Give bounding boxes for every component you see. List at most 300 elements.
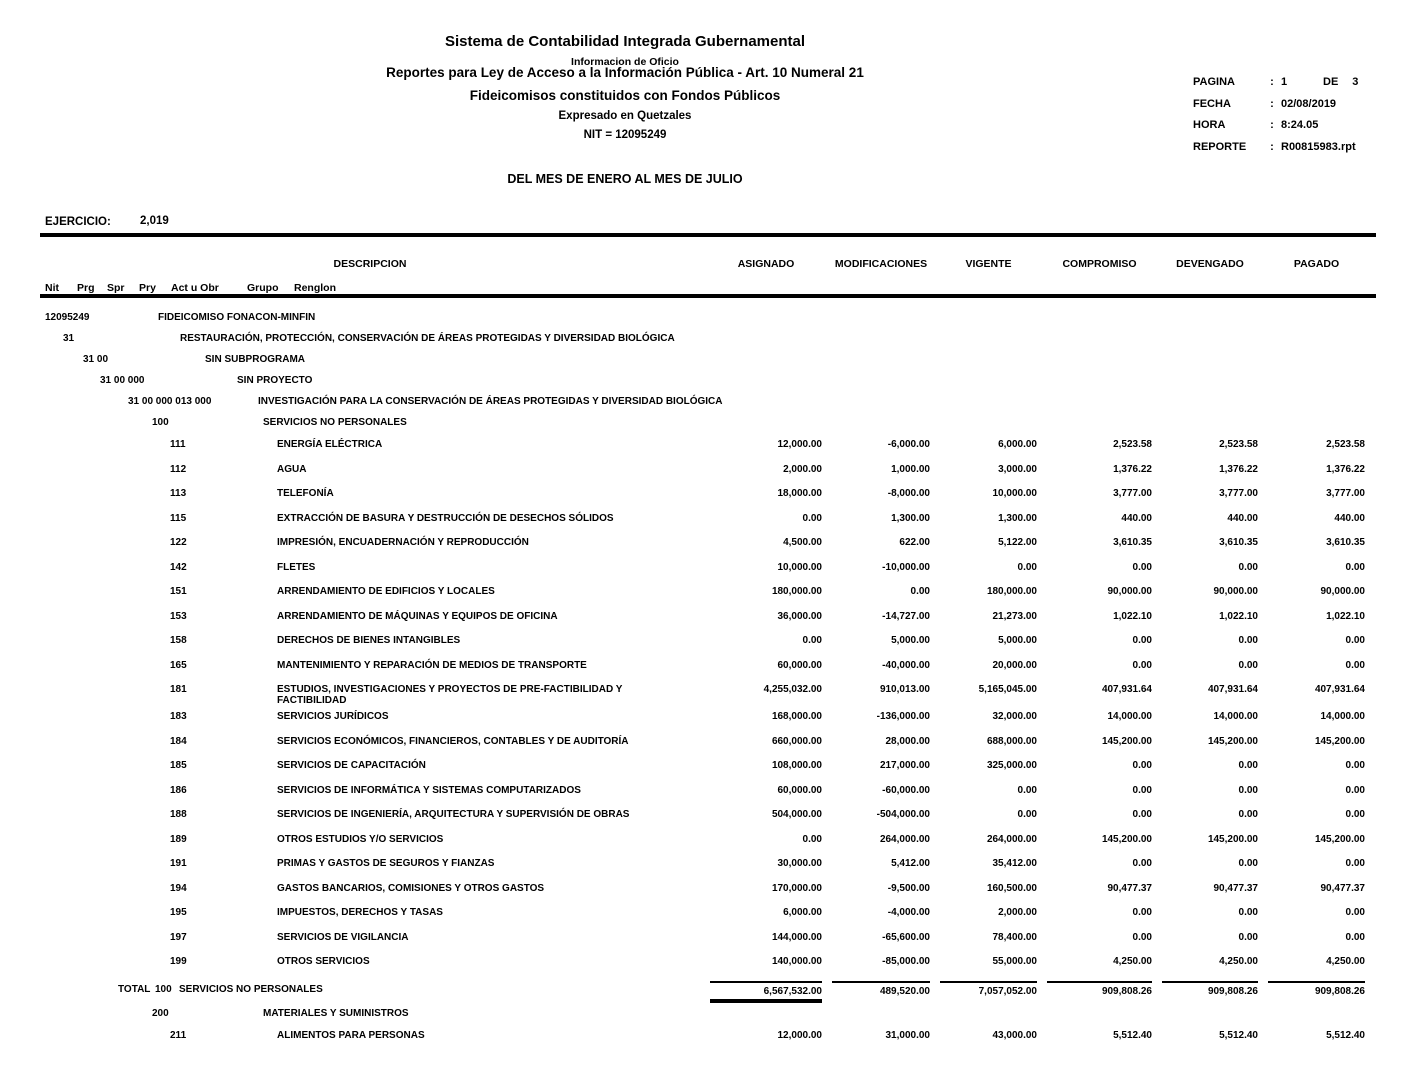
row-code: 184: [170, 735, 187, 747]
table-row: [0, 611, 1408, 636]
table-row: [0, 711, 1408, 736]
table-row: [0, 354, 1408, 375]
row-description: FIDEICOMISO FONACON-MINFIN: [158, 312, 316, 323]
row-code: 31 00: [83, 354, 109, 365]
row-code: 181: [170, 684, 187, 695]
cell-vigente: 20,000.00: [992, 659, 1037, 671]
info-row-pagina: [1193, 76, 1393, 98]
cell-devengado: 0.00: [1238, 659, 1258, 671]
table-row: [0, 760, 1408, 785]
cell-pagado: 3,777.00: [1326, 488, 1365, 499]
subcolumn-grupo: Grupo: [247, 282, 279, 294]
row-code: 185: [170, 760, 187, 771]
amount-cells: [710, 883, 1365, 894]
cell-pagado: 145,200.00: [1314, 735, 1365, 747]
cell-asignado: 6,000.00: [783, 907, 822, 918]
cell-asignado: 36,000.00: [777, 610, 822, 622]
row-description: IMPRESIÓN, ENCUADERNACIÓN Y REPRODUCCIÓN: [277, 537, 529, 548]
cell-devengado: 0.00: [1238, 931, 1258, 943]
cell-compromiso: 145,200.00: [1101, 833, 1152, 845]
cell-pagado: 0.00: [1345, 907, 1365, 918]
table-row: [0, 736, 1408, 761]
cell-devengado: 145,200.00: [1207, 735, 1258, 747]
table-row: [0, 312, 1408, 333]
table-row: [0, 562, 1408, 587]
row-code: 113: [170, 488, 187, 499]
column-header-modificaciones: MODIFICACIONES: [834, 258, 928, 270]
amount-cells: [710, 907, 1365, 918]
cell-pagado: 0.00: [1345, 809, 1365, 820]
cell-pagado: 90,477.37: [1320, 882, 1365, 894]
nit-line: NIT = 12095249: [583, 129, 667, 141]
reporte-separator: :: [1270, 140, 1274, 153]
table-row: [0, 488, 1408, 513]
cell-devengado: 5,512.40: [1219, 1029, 1258, 1041]
cell-devengado: 2,523.58: [1219, 439, 1258, 450]
amount-cells: [710, 785, 1365, 796]
cell-vigente: 35,412.00: [992, 858, 1037, 869]
subcolumn-pry: Pry: [139, 282, 156, 294]
cell-asignado: 108,000.00: [771, 760, 822, 771]
row-code: 186: [170, 784, 187, 796]
row-code: 199: [170, 956, 187, 967]
cell-devengado: 0.00: [1238, 784, 1258, 796]
cell-asignado: 12,000.00: [777, 439, 822, 450]
subcolumn-nit: Nit: [45, 282, 59, 294]
cell-devengado: 0.00: [1238, 858, 1258, 869]
row-description: SERVICIOS NO PERSONALES: [263, 417, 407, 428]
cell-pagado: 0.00: [1345, 784, 1365, 796]
table-row: [0, 417, 1408, 439]
cell-pagado: 1,376.22: [1326, 463, 1365, 475]
total-label: TOTAL: [118, 983, 151, 995]
row-code: 12095249: [45, 312, 90, 323]
info-row-hora: [1193, 119, 1393, 141]
column-header-pagado: PAGADO: [1293, 258, 1340, 270]
report-title: Sistema de Contabilidad Integrada Gubernamental: [444, 33, 806, 50]
row-description: SERVICIOS DE INFORMÁTICA Y SISTEMAS COMPUTARIZADOS: [277, 784, 581, 796]
cell-pagado: 0.00: [1345, 760, 1365, 771]
cell-modificaciones: 264,000.00: [879, 833, 930, 845]
cell-modificaciones: 1,300.00: [891, 512, 930, 524]
cell-pagado: 0.00: [1345, 858, 1365, 869]
cell-modificaciones: 1,000.00: [891, 463, 930, 475]
cell-modificaciones: -136,000.00: [876, 711, 930, 722]
row-description: ENERGÍA ELÉCTRICA: [277, 439, 383, 450]
row-description: PRIMAS Y GASTOS DE SEGUROS Y FIANZAS: [277, 858, 495, 869]
cell-devengado: 0.00: [1238, 907, 1258, 918]
table-row: [0, 684, 1408, 711]
cell-vigente: 7,057,052.00: [940, 981, 1037, 1003]
row-description: SERVICIOS DE CAPACITACIÓN: [277, 760, 426, 771]
row-description: MATERIALES Y SUMINISTROS: [263, 1007, 409, 1019]
horizontal-rule-top: [40, 233, 1376, 237]
cell-modificaciones: 217,000.00: [879, 760, 930, 771]
amount-cells: [710, 635, 1365, 646]
pagina-separator: :: [1270, 76, 1274, 88]
row-code: 165: [170, 659, 187, 671]
amount-cells: [710, 809, 1365, 820]
cell-vigente: 78,400.00: [992, 931, 1037, 943]
amount-cells: [710, 537, 1365, 548]
cell-compromiso: 1,022.10: [1113, 610, 1152, 622]
cell-modificaciones: 910,013.00: [879, 684, 930, 695]
cell-pagado: 1,022.10: [1326, 610, 1365, 622]
cell-compromiso: 14,000.00: [1107, 711, 1152, 722]
cell-modificaciones: -10,000.00: [882, 561, 930, 573]
table-row: [0, 635, 1408, 660]
cell-devengado: 1,022.10: [1219, 610, 1258, 622]
table-row: [0, 513, 1408, 538]
cell-asignado: 140,000.00: [771, 956, 822, 967]
report-subtitle-2: Fideicomisos constituidos con Fondos Públicos: [469, 88, 781, 103]
row-code: 111: [170, 439, 186, 450]
cell-vigente: 32,000.00: [992, 711, 1037, 722]
cell-modificaciones: 5,000.00: [891, 635, 930, 646]
cell-vigente: 2,000.00: [998, 907, 1037, 918]
row-code: 183: [170, 711, 187, 722]
row-description: RESTAURACIÓN, PROTECCIÓN, CONSERVACIÓN DE ÁREAS PROTEGIDAS Y DIVERSIDAD BIOLÓGICA: [180, 333, 675, 344]
table-row: [0, 785, 1408, 810]
table-row: [0, 809, 1408, 834]
row-description: SERVICIOS DE INGENIERÍA, ARQUITECTURA Y SUPERVISIÓN DE OBRAS: [277, 809, 630, 820]
row-code: 191: [170, 858, 187, 869]
cell-asignado: 60,000.00: [777, 659, 822, 671]
fecha-label: FECHA: [1193, 97, 1231, 110]
report-subtitle-small: Informacion de Oficio: [571, 56, 679, 68]
cell-compromiso: 90,477.37: [1107, 882, 1152, 894]
table-row: [0, 396, 1408, 417]
cell-vigente: 0.00: [1017, 809, 1037, 820]
cell-compromiso: 145,200.00: [1101, 735, 1152, 747]
cell-devengado: 407,931.64: [1207, 684, 1258, 695]
cell-modificaciones: -85,000.00: [882, 956, 930, 967]
row-code: 194: [170, 882, 187, 894]
row-description: EXTRACCIÓN DE BASURA Y DESTRUCCIÓN DE DESECHOS SÓLIDOS: [277, 512, 614, 524]
cell-modificaciones: -8,000.00: [887, 488, 930, 499]
cell-asignado: 180,000.00: [771, 586, 822, 597]
period-line: DEL MES DE ENERO AL MES DE JULIO: [507, 172, 743, 186]
cell-vigente: 160,500.00: [986, 882, 1037, 894]
cell-asignado: 168,000.00: [771, 711, 822, 722]
cell-pagado: 4,250.00: [1326, 956, 1365, 967]
table-row: [0, 660, 1408, 685]
cell-pagado: 0.00: [1345, 635, 1365, 646]
cell-asignado: 12,000.00: [777, 1029, 822, 1041]
amount-cells: [710, 586, 1365, 597]
amount-cells: [710, 736, 1365, 747]
amount-cells: [710, 439, 1365, 450]
cell-vigente: 6,000.00: [998, 439, 1037, 450]
row-description: GASTOS BANCARIOS, COMISIONES Y OTROS GASTOS: [277, 882, 545, 894]
cell-devengado: 0.00: [1238, 760, 1258, 771]
row-code: 151: [170, 586, 187, 597]
cell-modificaciones: -504,000.00: [876, 809, 930, 820]
cell-pagado: 0.00: [1345, 659, 1365, 671]
table-row: [0, 1030, 1408, 1055]
row-description: AGUA: [277, 463, 307, 475]
cell-compromiso: 4,250.00: [1113, 956, 1152, 967]
table-row: [0, 537, 1408, 562]
table-row: [0, 883, 1408, 908]
cell-modificaciones: 489,520.00: [832, 981, 930, 1003]
cell-asignado: 4,255,032.00: [763, 684, 822, 695]
info-row-reporte: [1193, 141, 1393, 163]
cell-modificaciones: 28,000.00: [885, 735, 930, 747]
cell-compromiso: 909,808.26: [1047, 981, 1152, 1003]
amount-cells: [710, 932, 1365, 943]
cell-asignado: 6,567,532.00: [710, 981, 822, 1003]
row-description: OTROS SERVICIOS: [277, 956, 370, 967]
table-total-row: [0, 981, 1408, 1008]
cell-devengado: 909,808.26: [1162, 981, 1258, 1003]
cell-compromiso: 407,931.64: [1101, 684, 1152, 695]
cell-compromiso: 0.00: [1132, 635, 1152, 646]
cell-vigente: 0.00: [1017, 561, 1037, 573]
hora-value: 8:24.05: [1281, 119, 1319, 131]
cell-compromiso: 0.00: [1132, 561, 1152, 573]
row-description: MANTENIMIENTO Y REPARACIÓN DE MEDIOS DE TRANSPORTE: [277, 659, 587, 671]
amount-cells: [710, 611, 1365, 622]
row-code: 195: [170, 907, 187, 918]
column-header-devengado: DEVENGADO: [1176, 258, 1244, 270]
cell-asignado: 0.00: [802, 512, 822, 524]
cell-pagado: 440.00: [1334, 512, 1365, 524]
cell-pagado: 145,200.00: [1314, 833, 1365, 845]
cell-devengado: 0.00: [1238, 561, 1258, 573]
cell-compromiso: 0.00: [1132, 858, 1152, 869]
row-code: 153: [170, 610, 187, 622]
row-code: 188: [170, 809, 187, 820]
amount-cells: [710, 858, 1365, 869]
cell-pagado: 14,000.00: [1320, 711, 1365, 722]
fecha-separator: :: [1270, 97, 1274, 110]
cell-devengado: 90,477.37: [1213, 882, 1258, 894]
column-header-compromiso: COMPROMISO: [1062, 258, 1137, 270]
row-code: 142: [170, 561, 187, 573]
row-description: SERVICIOS ECONÓMICOS, FINANCIEROS, CONTABLES Y DE AUDITORÍA: [277, 735, 629, 747]
column-header-vigente: VIGENTE: [965, 258, 1012, 270]
cell-modificaciones: 31,000.00: [885, 1029, 930, 1041]
hora-label: HORA: [1193, 119, 1226, 131]
cell-modificaciones: -9,500.00: [887, 882, 930, 894]
amount-cells: [710, 711, 1365, 722]
cell-vigente: 5,165,045.00: [978, 684, 1037, 695]
table-row: [0, 834, 1408, 859]
amount-cells: [710, 956, 1365, 967]
cell-asignado: 60,000.00: [777, 784, 822, 796]
amount-cells: [710, 464, 1365, 475]
cell-pagado: 2,523.58: [1326, 439, 1365, 450]
cell-asignado: 170,000.00: [771, 882, 822, 894]
cell-asignado: 504,000.00: [771, 809, 822, 820]
cell-asignado: 30,000.00: [777, 858, 822, 869]
row-code: 31: [63, 333, 75, 344]
report-subtitle: Reportes para Ley de Acceso a la Información Pública - Art. 10 Numeral 21: [386, 65, 864, 80]
row-code: 211: [170, 1029, 187, 1041]
cell-compromiso: 2,523.58: [1113, 439, 1152, 450]
cell-vigente: 688,000.00: [986, 735, 1037, 747]
table-row: [0, 464, 1408, 489]
cell-pagado: 3,610.35: [1326, 537, 1365, 548]
cell-asignado: 0.00: [802, 833, 822, 845]
amount-cells: [710, 834, 1365, 845]
table-row: [0, 439, 1408, 464]
row-description: ARRENDAMIENTO DE EDIFICIOS Y LOCALES: [277, 586, 495, 597]
ejercicio-value: 2,019: [140, 215, 169, 227]
row-description: SERVICIOS JURÍDICOS: [277, 711, 389, 722]
table-row: [0, 586, 1408, 611]
row-code: 197: [170, 931, 187, 943]
page-total: 3: [1352, 76, 1359, 88]
cell-vigente: 5,122.00: [998, 537, 1037, 548]
cell-vigente: 3,000.00: [998, 463, 1037, 475]
cell-devengado: 0.00: [1238, 635, 1258, 646]
cell-compromiso: 0.00: [1132, 760, 1152, 771]
row-code: 31 00 000 013 000: [128, 396, 212, 407]
hora-separator: :: [1270, 119, 1274, 131]
amount-cells: [710, 660, 1365, 671]
cell-asignado: 10,000.00: [777, 561, 822, 573]
cell-devengado: 14,000.00: [1213, 711, 1258, 722]
pagina-label: PAGINA: [1193, 76, 1235, 88]
cell-devengado: 3,610.35: [1219, 537, 1258, 548]
table-row: [0, 858, 1408, 883]
row-description: TELEFONÍA: [277, 488, 334, 499]
row-code: 115: [170, 512, 187, 524]
table-row: [0, 375, 1408, 396]
row-description: SERVICIOS NO PERSONALES: [179, 983, 323, 995]
fecha-value: 02/08/2019: [1281, 97, 1337, 110]
amount-column-headers: [710, 258, 1365, 270]
currency-note: Expresado en Quetzales: [558, 110, 692, 122]
reporte-value: R00815983.rpt: [1281, 140, 1356, 153]
cell-asignado: 0.00: [802, 635, 822, 646]
amount-cells: [710, 760, 1365, 771]
cell-vigente: 0.00: [1017, 784, 1037, 796]
row-description: SIN SUBPROGRAMA: [205, 354, 306, 365]
cell-asignado: 144,000.00: [771, 931, 822, 943]
amount-cells: [710, 981, 1365, 1003]
amount-cells: [710, 513, 1365, 524]
row-code: 112: [170, 463, 187, 475]
cell-compromiso: 0.00: [1132, 809, 1152, 820]
row-code: 100: [152, 417, 169, 428]
cell-compromiso: 5,512.40: [1113, 1029, 1152, 1041]
cell-devengado: 3,777.00: [1219, 488, 1258, 499]
cell-devengado: 145,200.00: [1207, 833, 1258, 845]
cell-pagado: 90,000.00: [1320, 586, 1365, 597]
page-current: 1: [1281, 76, 1288, 88]
row-description: SERVICIOS DE VIGILANCIA: [277, 931, 409, 943]
cell-asignado: 4,500.00: [783, 537, 822, 548]
amount-cells: [710, 1030, 1365, 1041]
row-description: IMPUESTOS, DERECHOS Y TASAS: [277, 907, 443, 918]
subcolumn-actuobr: Act u Obr: [171, 282, 219, 294]
cell-compromiso: 90,000.00: [1107, 586, 1152, 597]
row-description: DERECHOS DE BIENES INTANGIBLES: [277, 635, 461, 646]
cell-pagado: 407,931.64: [1314, 684, 1365, 695]
cell-modificaciones: -4,000.00: [887, 907, 930, 918]
row-description: ALIMENTOS PARA PERSONAS: [277, 1029, 425, 1041]
row-description: OTROS ESTUDIOS Y/O SERVICIOS: [277, 833, 444, 845]
subcolumn-prg: Prg: [77, 282, 95, 294]
cell-compromiso: 440.00: [1121, 512, 1152, 524]
horizontal-rule-header: [40, 294, 1376, 298]
subcolumn-spr: Spr: [107, 282, 125, 294]
pagina-value: [1281, 76, 1358, 88]
row-description: INVESTIGACIÓN PARA LA CONSERVACIÓN DE ÁREAS PROTEGIDAS Y DIVERSIDAD BIOLÓGICA: [258, 396, 723, 407]
cell-vigente: 180,000.00: [986, 586, 1037, 597]
column-header-descripcion: DESCRIPCION: [333, 258, 407, 270]
cell-modificaciones: 5,412.00: [891, 858, 930, 869]
cell-asignado: 2,000.00: [783, 463, 822, 475]
table-body: [0, 312, 1408, 1054]
info-row-fecha: [1193, 98, 1393, 120]
cell-compromiso: 3,777.00: [1113, 488, 1152, 499]
subcolumn-renglon: Renglon: [294, 282, 336, 294]
table-row: [0, 1008, 1408, 1030]
row-description: ESTUDIOS, INVESTIGACIONES Y PROYECTOS DE PRE-FACTIBILIDAD Y FACTIBILIDAD: [277, 684, 623, 706]
cell-pagado: 0.00: [1345, 931, 1365, 943]
row-code: 189: [170, 833, 187, 845]
amount-cells: [710, 562, 1365, 573]
cell-vigente: 264,000.00: [986, 833, 1037, 845]
cell-devengado: 90,000.00: [1213, 586, 1258, 597]
cell-compromiso: 0.00: [1132, 784, 1152, 796]
table-row: [0, 333, 1408, 354]
ejercicio-label: EJERCICIO:: [45, 216, 111, 228]
row-code: 122: [170, 537, 187, 548]
cell-vigente: 43,000.00: [992, 1029, 1037, 1041]
row-description: FLETES: [277, 561, 316, 573]
cell-modificaciones: 0.00: [910, 586, 930, 597]
row-code: 31 00 000: [100, 375, 145, 386]
cell-pagado: 909,808.26: [1268, 981, 1365, 1003]
cell-modificaciones: -6,000.00: [887, 439, 930, 450]
table-row: [0, 932, 1408, 957]
cell-modificaciones: -14,727.00: [882, 610, 930, 622]
row-description: ARRENDAMIENTO DE MÁQUINAS Y EQUIPOS DE OFICINA: [277, 610, 558, 622]
report-info-block: [1193, 76, 1393, 162]
cell-devengado: 1,376.22: [1219, 463, 1258, 475]
cell-compromiso: 0.00: [1132, 931, 1152, 943]
cell-devengado: 440.00: [1227, 512, 1258, 524]
cell-modificaciones: -40,000.00: [882, 659, 930, 671]
row-code: 100: [155, 983, 172, 995]
cell-compromiso: 1,376.22: [1113, 463, 1152, 475]
cell-pagado: 5,512.40: [1326, 1029, 1365, 1041]
row-code: 200: [152, 1007, 169, 1019]
row-description: SIN PROYECTO: [237, 375, 313, 386]
amount-cells: [710, 488, 1365, 499]
page-of-label: DE: [1323, 76, 1339, 88]
row-code: 158: [170, 635, 187, 646]
cell-pagado: 0.00: [1345, 561, 1365, 573]
table-row: [0, 956, 1408, 981]
cell-modificaciones: -65,600.00: [882, 931, 930, 943]
cell-vigente: 55,000.00: [992, 956, 1037, 967]
column-header-asignado: ASIGNADO: [737, 258, 795, 270]
cell-devengado: 4,250.00: [1219, 956, 1258, 967]
cell-compromiso: 3,610.35: [1113, 537, 1152, 548]
cell-vigente: 5,000.00: [998, 635, 1037, 646]
cell-asignado: 18,000.00: [777, 488, 822, 499]
amount-cells: [710, 684, 1365, 695]
cell-vigente: 325,000.00: [986, 760, 1037, 771]
cell-vigente: 21,273.00: [992, 610, 1037, 622]
table-row: [0, 907, 1408, 932]
